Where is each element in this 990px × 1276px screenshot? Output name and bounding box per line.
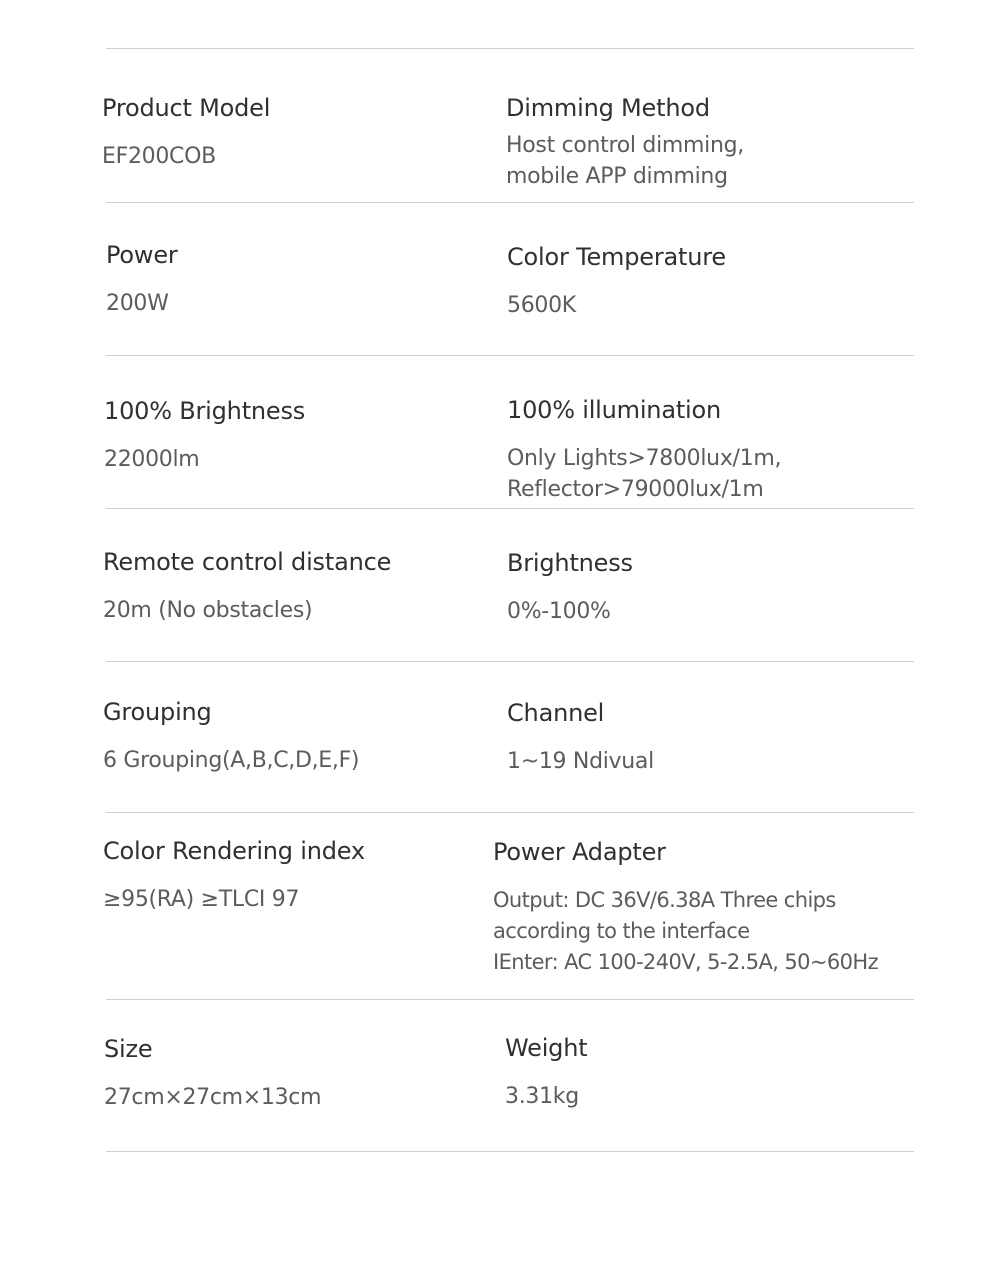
spec-label: Weight <box>505 1034 588 1062</box>
spec-value: 20m (No obstacles) <box>103 598 313 623</box>
spec-value: ≥95(RA) ≥TLCI 97 <box>103 887 300 912</box>
spec-value: 0%-100% <box>507 599 611 624</box>
divider <box>106 508 914 509</box>
spec-grouping <box>103 696 359 776</box>
spec-value: 5600K <box>507 293 576 318</box>
spec-label: Brightness <box>507 549 633 577</box>
spec-value: 27cm×27cm×13cm <box>104 1085 322 1110</box>
divider <box>106 355 914 356</box>
spec-label: Power <box>106 241 178 269</box>
spec-max-brightness <box>104 395 305 475</box>
spec-value: Host control dimming, mobile APP dimming <box>506 133 744 189</box>
spec-illumination <box>507 394 781 505</box>
spec-value: EF200COB <box>102 144 216 169</box>
spec-size <box>104 1033 321 1113</box>
spec-value: 22000lm <box>104 447 200 472</box>
spec-power <box>106 239 178 319</box>
spec-value: 6 Grouping(A,B,C,D,E,F) <box>103 748 360 773</box>
spec-color-temperature <box>507 241 726 321</box>
spec-channel <box>507 697 654 777</box>
spec-label: Product Model <box>102 94 271 122</box>
divider <box>106 661 914 662</box>
spec-label: 100% illumination <box>507 396 721 424</box>
spec-dimming-method <box>506 92 744 192</box>
spec-power-adapter <box>493 836 878 978</box>
divider <box>106 48 914 49</box>
spec-value: Only Lights>7800lux/1m, Reflector>79000lux/1m <box>507 446 782 502</box>
spec-label: Channel <box>507 699 605 727</box>
spec-label: Color Rendering index <box>103 837 365 865</box>
spec-label: Grouping <box>103 698 212 726</box>
divider <box>106 1151 914 1152</box>
divider <box>106 202 914 203</box>
spec-label: Power Adapter <box>493 838 666 866</box>
spec-value: Output: DC 36V/6.38A Three chips according to the interface IEnter: AC 100-240V, 5-2.5A, 50~60Hz <box>493 888 879 974</box>
spec-label: 100% Brightness <box>104 397 306 425</box>
spec-weight <box>505 1032 587 1112</box>
spec-label: Dimming Method <box>506 94 710 122</box>
spec-value: 1~19 Ndivual <box>507 749 654 774</box>
spec-label: Size <box>104 1035 153 1063</box>
spec-remote-distance <box>103 546 391 626</box>
spec-color-rendering-index <box>103 835 365 915</box>
spec-product-model <box>102 92 270 172</box>
spec-brightness-range <box>507 547 633 627</box>
spec-label: Color Temperature <box>507 243 726 271</box>
spec-value: 200W <box>106 291 169 316</box>
divider <box>106 999 914 1000</box>
spec-value: 3.31kg <box>505 1084 579 1109</box>
divider <box>106 812 914 813</box>
spec-label: Remote control distance <box>103 548 392 576</box>
